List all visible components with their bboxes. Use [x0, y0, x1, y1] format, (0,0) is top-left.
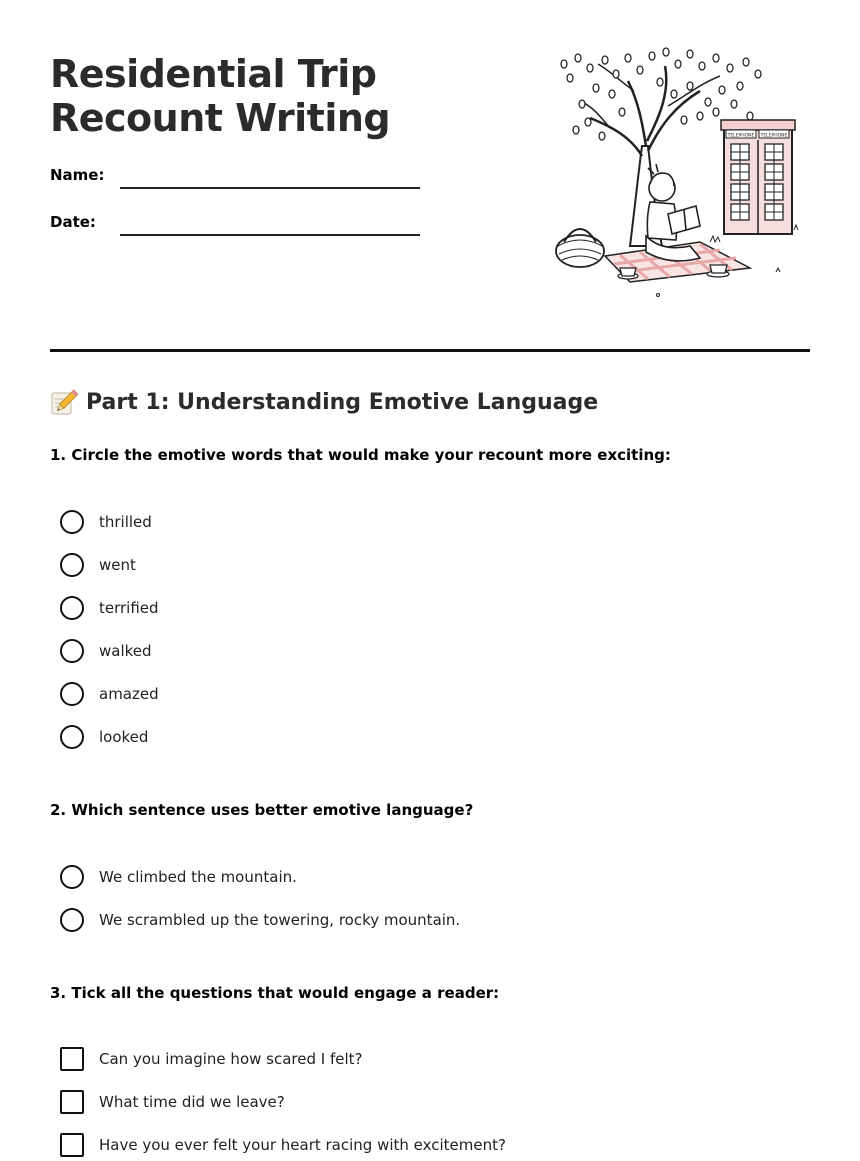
option-label: looked: [99, 728, 149, 746]
option-label: We climbed the mountain.: [99, 868, 297, 886]
q1-option[interactable]: [60, 681, 159, 707]
q1-option[interactable]: [60, 595, 159, 621]
page-title: Residential Trip Recount Writing: [50, 52, 391, 140]
q2-option[interactable]: [60, 864, 297, 890]
q1-option[interactable]: [60, 552, 136, 578]
option-label: amazed: [99, 685, 159, 703]
q3-option[interactable]: [60, 1046, 362, 1072]
header-illustration: [550, 46, 800, 302]
radio-circle[interactable]: [60, 908, 84, 932]
q3-option[interactable]: [60, 1132, 506, 1158]
name-label: Name:: [50, 166, 105, 184]
q1-option[interactable]: [60, 509, 152, 535]
radio-circle[interactable]: [60, 725, 84, 749]
picnic-basket: [556, 229, 604, 267]
radio-circle[interactable]: [60, 865, 84, 889]
tree-branches: [590, 66, 700, 156]
option-label: We scrambled up the towering, rocky mountain.: [99, 911, 461, 929]
svg-text:TELEPHONE: TELEPHONE: [760, 133, 788, 139]
part1-title-text: Part 1: Understanding Emotive Language: [86, 389, 599, 415]
name-line[interactable]: [120, 187, 420, 189]
radio-circle[interactable]: [60, 639, 84, 663]
option-label: Have you ever felt your heart racing with excitement?: [99, 1136, 506, 1154]
q3-option[interactable]: [60, 1089, 285, 1115]
part1-title: [50, 388, 598, 416]
q2-option[interactable]: [60, 907, 460, 933]
checkbox[interactable]: [60, 1047, 84, 1071]
question-1: 1. Circle the emotive words that would make your recount more exciting:: [50, 446, 671, 464]
pencil-memo-icon: [50, 388, 78, 416]
radio-circle[interactable]: [60, 682, 84, 706]
radio-circle[interactable]: [60, 596, 84, 620]
option-label: What time did we leave?: [99, 1093, 285, 1111]
option-label: thrilled: [99, 513, 152, 531]
question-3: 3. Tick all the questions that would engage a reader:: [50, 984, 500, 1002]
q1-option[interactable]: [60, 638, 152, 664]
date-line[interactable]: [120, 234, 420, 236]
checkbox[interactable]: [60, 1133, 84, 1157]
option-label: walked: [99, 642, 152, 660]
section-divider: [50, 349, 810, 352]
option-label: Can you imagine how scared I felt?: [99, 1050, 363, 1068]
option-label: went: [99, 556, 136, 574]
telephone-booth: [721, 120, 795, 234]
question-2: 2. Which sentence uses better emotive language?: [50, 801, 474, 819]
date-label: Date:: [50, 213, 96, 231]
radio-circle[interactable]: [60, 553, 84, 577]
option-label: terrified: [99, 599, 159, 617]
checkbox[interactable]: [60, 1090, 84, 1114]
svg-text:TELEPHONE: TELEPHONE: [727, 133, 755, 139]
q1-option[interactable]: [60, 724, 148, 750]
radio-circle[interactable]: [60, 510, 84, 534]
